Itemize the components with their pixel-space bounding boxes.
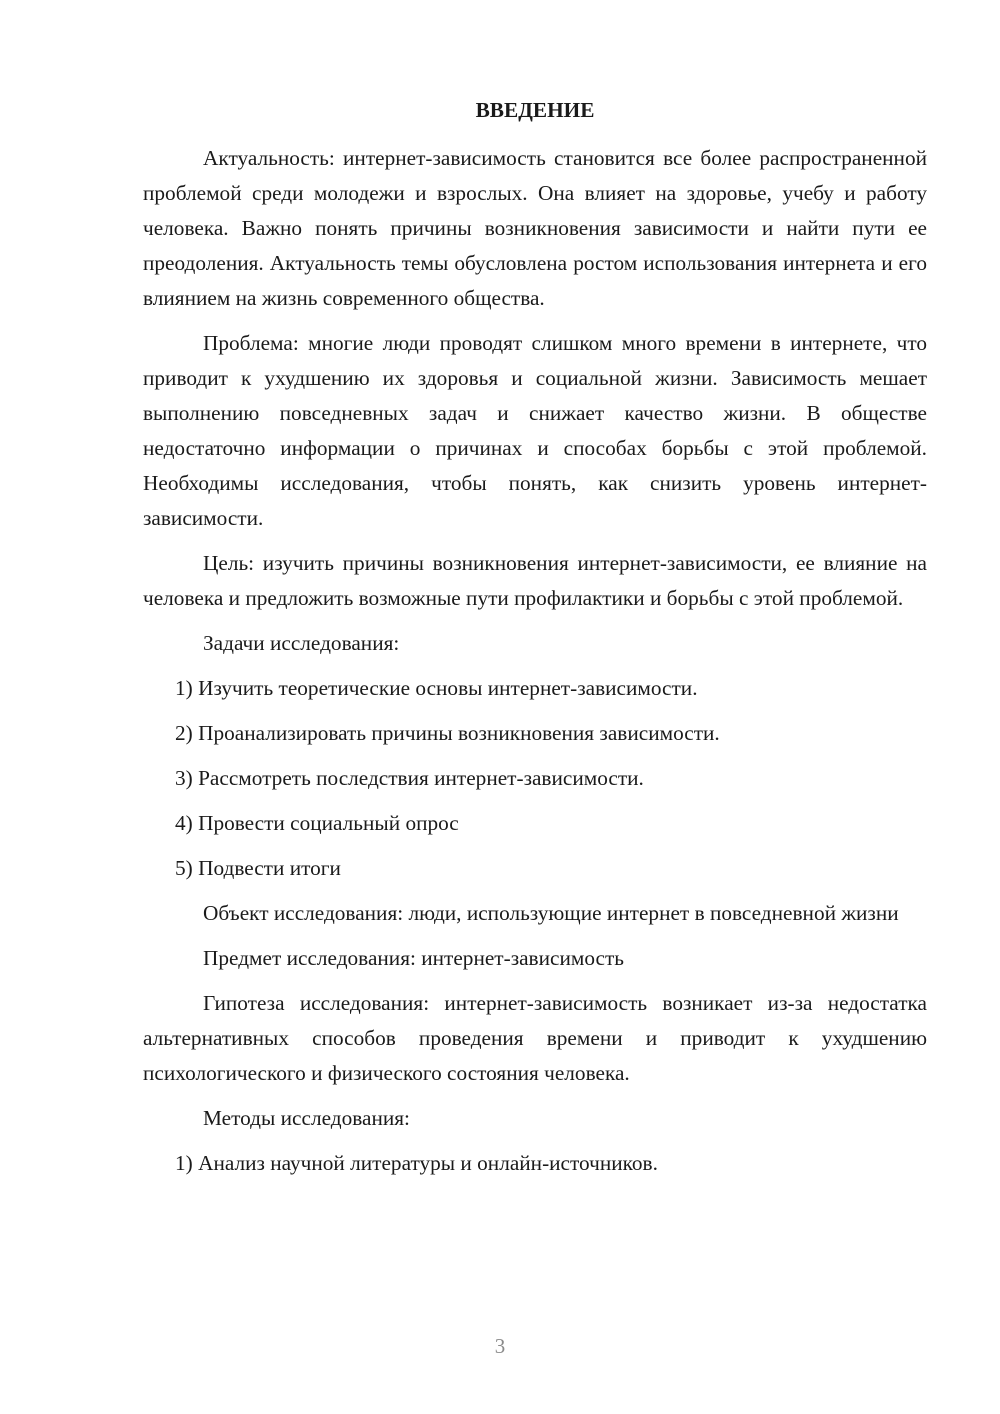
- hypothesis-paragraph: Гипотеза исследования: интернет-зависимость возникает из-за недостатка альтернативных способов проведения времени и приводит к ухудшению психологического и физического состояния человека.: [143, 991, 927, 1085]
- task-item: 5) Подвести итоги: [175, 856, 341, 880]
- method-item: 1) Анализ научной литературы и онлайн-источников.: [175, 1151, 658, 1175]
- methods-list: [143, 1146, 927, 1181]
- section-title: ВВЕДЕНИЕ: [475, 98, 595, 122]
- tasks-list: [143, 671, 927, 886]
- relevance-paragraph: Актуальность: интернет-зависимость становится все более распространенной проблемой среди молодежи и взрослых. Она влияет на здоровье, учебу и работу человека. Важно понять причины возникновения зависимости и найти пути ее преодоления. Актуальность темы обусловлена ростом использования интернета и его влиянием на жизнь современного общества.: [143, 146, 927, 310]
- problem-paragraph: Проблема: многие люди проводят слишком много времени в интернете, что приводит к ухудшению их здоровья и социальной жизни. Зависимость мешает выполнению повседневных задач и снижает качество жизни. В обществе недостаточно информации о причинах и способах борьбы с этой проблемой. Необходимы исследования, чтобы понять, как снизить уровень интернет-зависимости.: [143, 331, 927, 530]
- task-item: 1) Изучить теоретические основы интернет-зависимости.: [175, 676, 698, 700]
- task-item: 4) Провести социальный опрос: [175, 811, 459, 835]
- task-item: 2) Проанализировать причины возникновения зависимости.: [175, 721, 720, 745]
- document-page: [143, 95, 927, 1191]
- goal-paragraph: Цель: изучить причины возникновения интернет-зависимости, ее влияние на человека и предложить возможные пути профилактики и борьбы с этой проблемой.: [143, 551, 927, 610]
- methods-heading: Методы исследования:: [203, 1106, 410, 1130]
- tasks-heading: Задачи исследования:: [203, 631, 400, 655]
- page-number: 3: [494, 1334, 506, 1358]
- task-item: 3) Рассмотреть последствия интернет-зависимости.: [175, 766, 644, 790]
- object-paragraph: Объект исследования: люди, использующие интернет в повседневной жизни: [203, 901, 899, 925]
- subject-line: Предмет исследования: интернет-зависимость: [203, 946, 624, 970]
